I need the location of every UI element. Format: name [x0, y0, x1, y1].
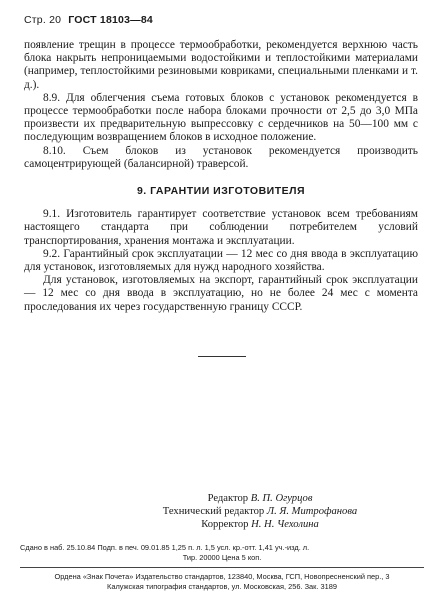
paragraph: появление трещин в процессе термообработки, рекомендуется верхнюю часть блока накрыть непроницаемыми водостойкими и теплостойкими материалами (например, теплостойкими резиновыми ковриками, специальными пленками и т. д.). [24, 39, 418, 91]
section-heading: 9. ГАРАНТИИ ИЗГОТОВИТЕЛЯ [136, 185, 306, 198]
tech-editor-line [110, 505, 410, 518]
page-number: Стр. 20 [24, 14, 62, 26]
editor-name: В. П. Огурцов [250, 493, 313, 504]
imprint-circulation: Тир. 20000 Цена 5 коп. [182, 552, 262, 562]
corrector-name: Н. Н. Чехолина [251, 519, 319, 530]
editor-role: Редактор [207, 493, 249, 504]
editor-line [110, 492, 410, 505]
paragraph-9-1: 9.1. Изготовитель гарантирует соответствие установок всем требованиям настоящего стандарта при соблюдении потребителем условий транспортирования, хранения монтажа и эксплуатации. [24, 208, 418, 247]
page-header [24, 14, 153, 26]
paragraph-export: Для установок, изготовляемых на экспорт, гарантийный срок эксплуатации — 12 мес со дня ввода в эксплуатацию, но не более 24 мес с момента проследования их через государственную границу СССР. [24, 274, 418, 313]
tech-editor-role: Технический редактор [162, 506, 265, 517]
paragraph-9-2: 9.2. Гарантийный срок эксплуатации — 12 мес со дня ввода в эксплуатацию для установок, изготовляемых для нужд народного хозяйства. [24, 247, 418, 274]
standard-number: ГОСТ 18103—84 [68, 14, 153, 26]
corrector-role: Корректор [201, 519, 249, 530]
document-body [24, 39, 418, 314]
paragraph-8-9: 8.9. Для облегчения съема готовых блоков с установок рекомендуется в процессе термообработки после набора блоками прочности от 2,5 до 3,0 МПа произвести их предварительную выпрессовку с сердечников на 50—100 мм с последующим возвращением блоков в исходное положение. [24, 91, 418, 144]
corrector-line [110, 518, 410, 531]
end-rule [198, 356, 246, 357]
paragraph-8-10: 8.10. Съем блоков из установок рекомендуется производить самоцентрирующей (балансирной) траверсой. [24, 144, 418, 170]
imprint-print-data: Сдано в наб. 25.10.84 Подп. в печ. 09.01.85 1,25 п. л. 1,5 усл. кр.-отт. 1,41 уч.-изд. л. [20, 543, 310, 552]
imprint-divider [20, 567, 424, 568]
tech-editor-name: Л. Я. Митрофанова [266, 506, 358, 517]
printer-line: Калужская типография стандартов, ул. Московская, 256. Зак. 3189 [107, 581, 337, 591]
editors-block [110, 492, 410, 531]
publisher-line: Ордена «Знак Почета» Издательство стандартов, 123840, Москва, ГСП, Новопресненский пер., 3 [54, 572, 390, 581]
imprint-block [20, 543, 424, 591]
